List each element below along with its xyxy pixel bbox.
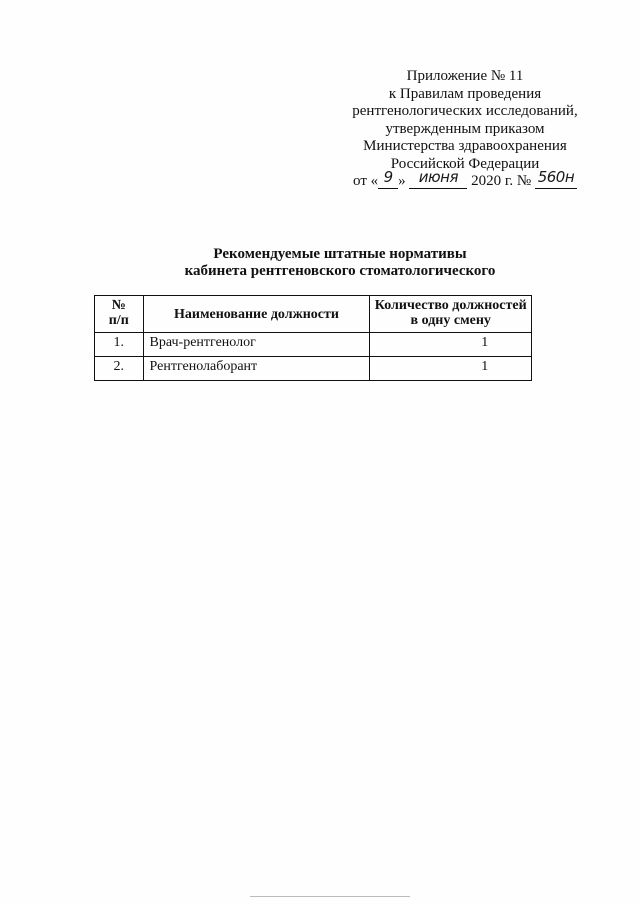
header-line-research: рентгенологических исследований, [352, 103, 578, 119]
row-position-name: Рентгенолаборант [143, 357, 370, 381]
header-quantity-line2: в одну смену [410, 313, 491, 328]
table-header-row [95, 296, 532, 333]
appendix-header [330, 68, 600, 191]
staffing-norms-table [94, 295, 532, 381]
date-prefix: от « [353, 173, 379, 189]
row-position-name: Врач-рентгенолог [143, 333, 370, 357]
header-line-ministry: Министерства здравоохранения [363, 138, 567, 154]
header-position-name [143, 296, 370, 333]
header-line-appendix: Приложение № 11 [406, 68, 524, 84]
scan-edge-mark [250, 896, 410, 897]
header-line-rules: к Правилам проведения [388, 85, 542, 102]
order-date-line [330, 168, 600, 191]
order-number-field [535, 168, 577, 189]
title-line-2: кабинета рентгеновского стоматологического [184, 263, 496, 279]
date-day-field [378, 168, 398, 189]
handwritten-day: 9 [383, 168, 393, 186]
header-line-approved: утвержденным приказом [385, 120, 545, 137]
header-number-line2: п/п [108, 313, 129, 328]
document-title [160, 246, 520, 280]
date-mid: » [398, 173, 406, 189]
row-number: 1. [95, 333, 144, 357]
row-quantity-value: 1 [481, 335, 489, 350]
handwritten-month: июня [418, 168, 459, 186]
row-number: 2. [95, 357, 144, 381]
date-month-field [409, 168, 467, 189]
table-row [95, 357, 532, 381]
header-line-federation: Российской Федерации [390, 155, 540, 172]
row-quantity-value: 1 [481, 359, 489, 374]
header-position-name-text: Наименование должности [174, 306, 339, 322]
title-line-1: Рекомендуемые штатные нормативы [213, 246, 467, 262]
header-number-line1: № [111, 298, 126, 313]
header-quantity-line1: Количество должностей [374, 298, 527, 313]
row-quantity [370, 357, 532, 381]
header-number [95, 296, 144, 333]
date-year-text: 2020 г. № [471, 173, 532, 189]
handwritten-order-number: 560н [537, 168, 575, 186]
table-row [95, 333, 532, 357]
row-quantity [370, 333, 532, 357]
header-quantity [370, 296, 532, 333]
